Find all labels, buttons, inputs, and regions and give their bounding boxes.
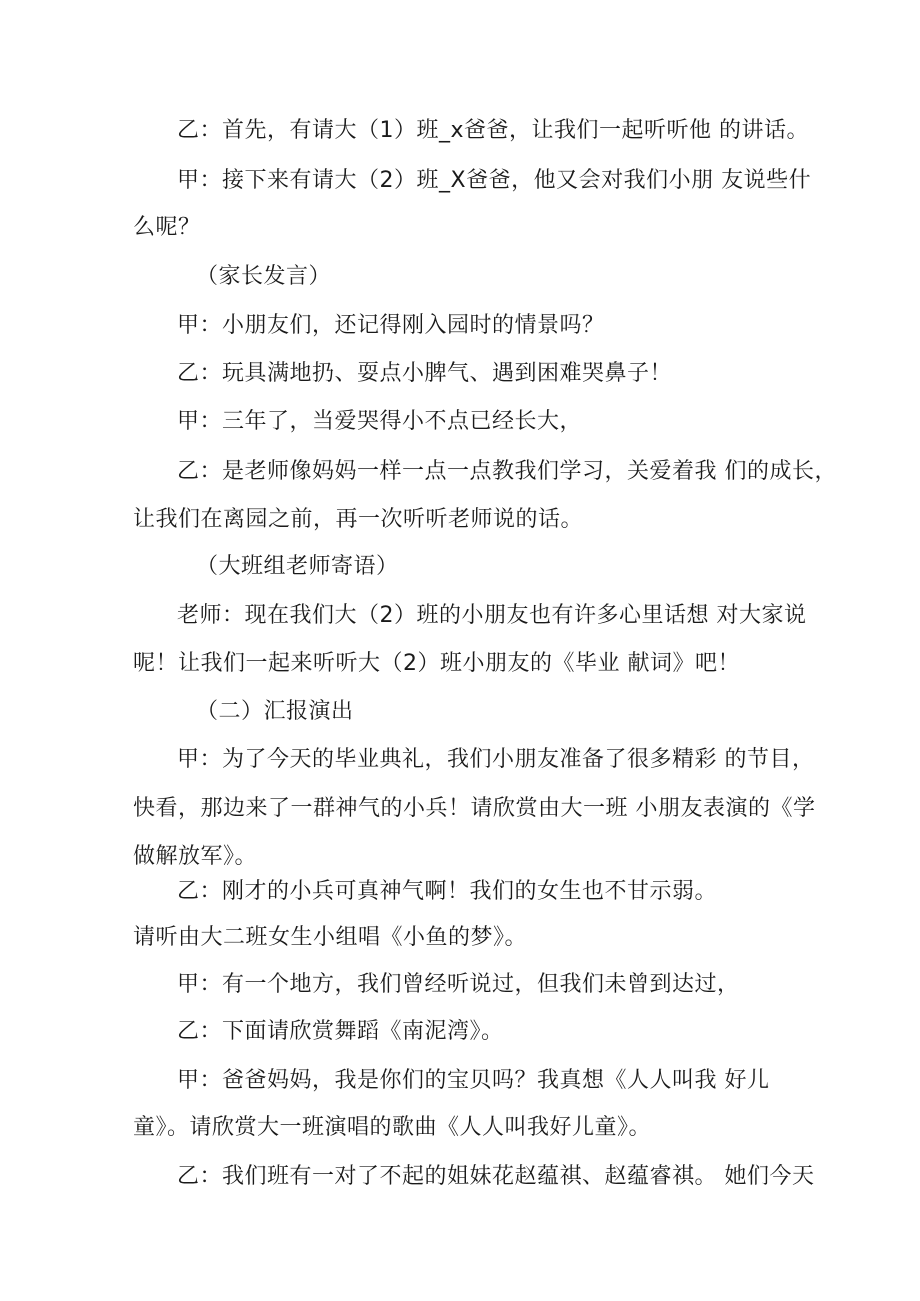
dialogue-line-continuation: 快看，那边来了一群神气的小兵！请欣赏由大一班 小朋友表演的《学 <box>133 796 816 821</box>
dialogue-line: 乙：是老师像妈妈一样一点一点教我们学习，关爱着我 们的成长， <box>177 459 837 484</box>
dialogue-line: 乙：首先，有请大（1）班_x爸爸，让我们一起听听他 的讲话。 <box>177 118 810 143</box>
dialogue-line: 甲：三年了，当爱哭得小不点已经长大， <box>177 409 583 434</box>
dialogue-line-continuation: 请听由大二班女生小组唱《小鱼的梦》。 <box>133 925 528 950</box>
stage-direction: （家长发言） <box>196 264 332 289</box>
dialogue-line: 乙：玩具满地扔、耍点小脾气、遇到困难哭鼻子！ <box>177 361 673 386</box>
dialogue-line: 甲：为了今天的毕业典礼，我们小朋友准备了很多精彩 的节目， <box>177 747 815 772</box>
dialogue-line: 老师：现在我们大（2）班的小朋友也有许多心里话想 对大家说 <box>177 603 807 628</box>
dialogue-line-continuation: 么呢？ <box>133 215 201 240</box>
dialogue-line-continuation: 童》。请欣赏大一班演唱的歌曲《人人叫我好儿童》。 <box>133 1115 652 1140</box>
dialogue-line: 甲：小朋友们，还记得刚入园时的情景吗？ <box>177 313 605 338</box>
dialogue-line: 甲：接下来有请大（2）班_X爸爸，他又会对我们小朋 友说些什 <box>177 168 812 193</box>
dialogue-line-continuation: 让我们在离园之前，再一次听听老师说的话。 <box>133 507 584 532</box>
section-heading: （二）汇报演出 <box>196 699 354 724</box>
dialogue-line: 乙：下面请欣赏舞蹈《南泥湾》。 <box>177 1019 504 1044</box>
stage-direction: （大班组老师寄语） <box>196 554 399 579</box>
dialogue-line: 甲：有一个地方，我们曾经听说过，但我们未曾到达过， <box>177 972 740 997</box>
dialogue-line: 乙：我们班有一对了不起的姐妹花赵蕴祺、赵蕴睿祺。 她们今天 <box>177 1164 815 1189</box>
dialogue-line-continuation: 做解放军》。 <box>133 844 258 869</box>
dialogue-line-continuation: 呢！让我们一起来听听大（2）班小朋友的《毕业 献词》吧！ <box>133 651 740 676</box>
dialogue-line: 甲：爸爸妈妈，我是你们的宝贝吗？我真想《人人叫我 好儿 <box>177 1068 770 1093</box>
dialogue-line: 乙：刚才的小兵可真神气啊！我们的女生也不甘示弱。 <box>177 879 718 904</box>
